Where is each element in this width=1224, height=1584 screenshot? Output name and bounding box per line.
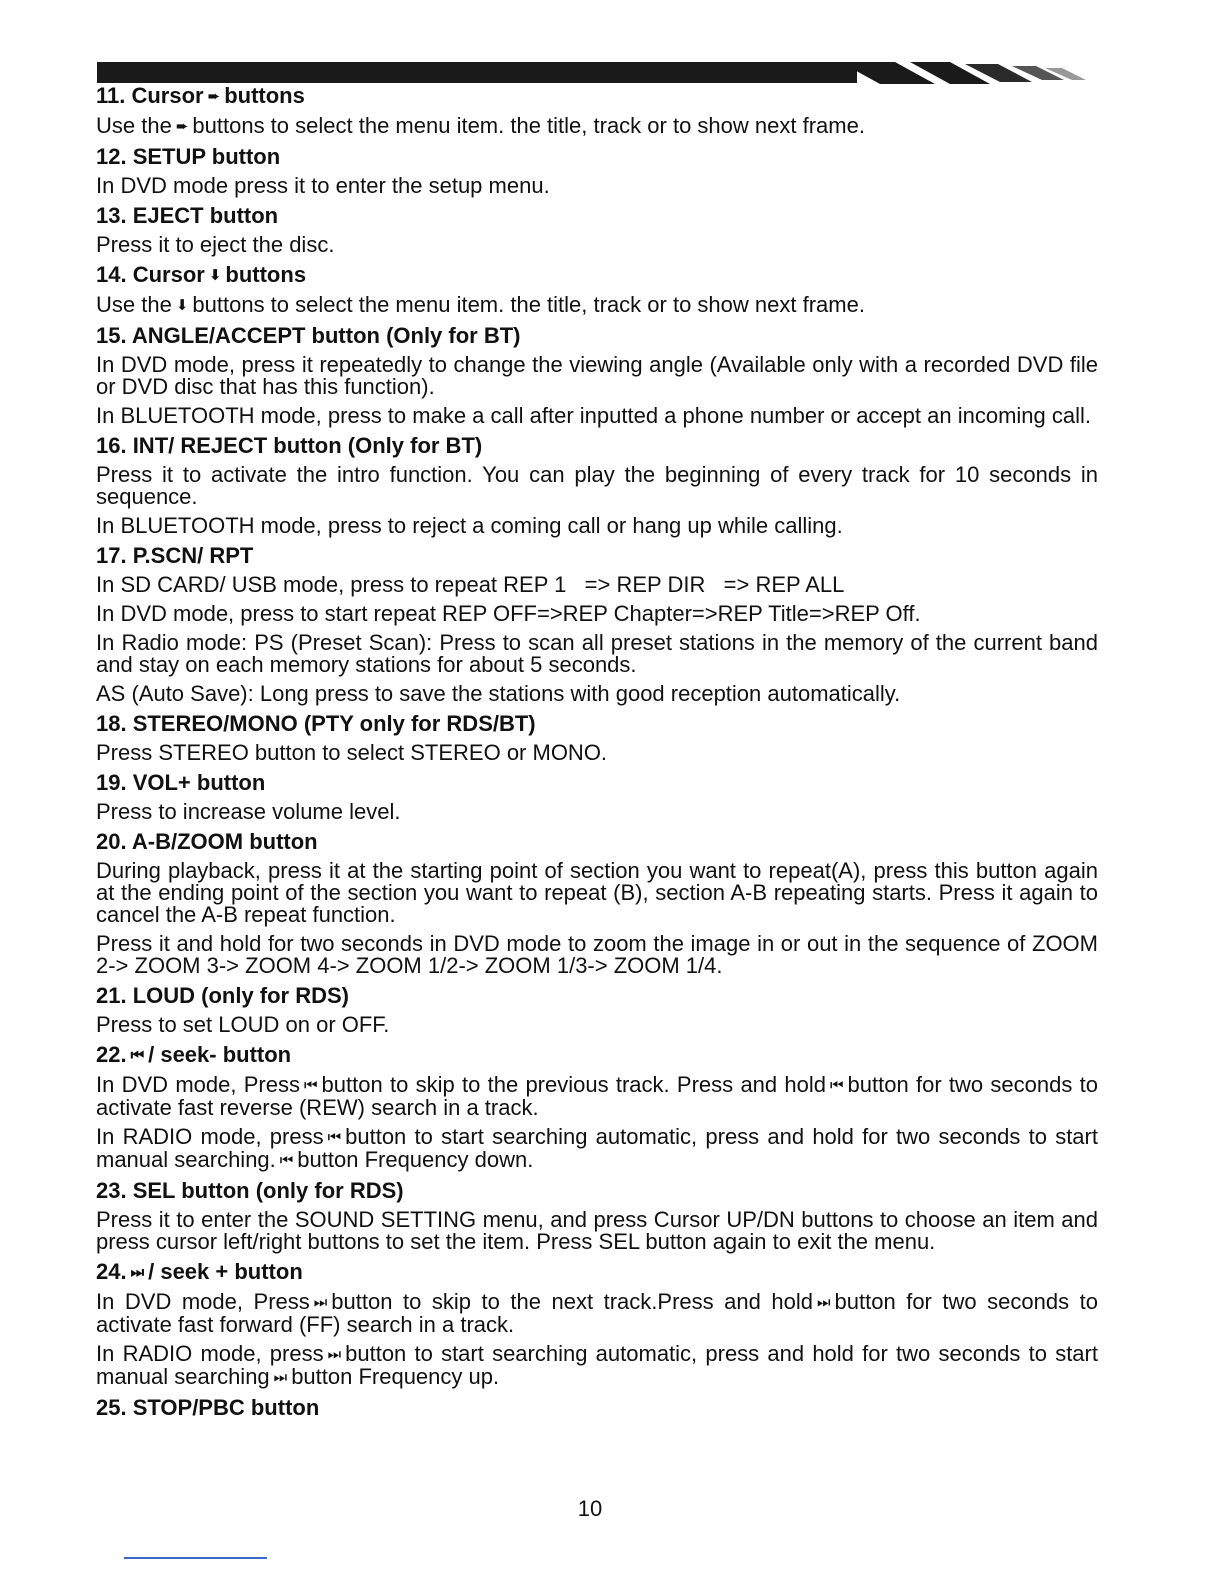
section-23-text: Press it to enter the SOUND SETTING menu, and press Cursor UP/DN buttons to choose an item and press cursor left/right buttons to set the item. Press SEL button again to exit the menu. xyxy=(96,1207,1098,1254)
down-arrow-icon: ⬇ xyxy=(175,297,189,314)
section-heading-12: 12. SETUP button xyxy=(96,144,281,169)
section-heading-11: 11. Cursor ➨ buttons xyxy=(96,83,305,108)
section-22-text-2: In RADIO mode, press ⏮ button to start searching automatic, press and hold for two seconds to start manual searching. ⏮ button Frequency down. xyxy=(96,1124,1098,1172)
section-heading-17: 17. P.SCN/ RPT xyxy=(96,543,254,568)
section-21-text: Press to set LOUD on or OFF. xyxy=(96,1012,390,1037)
section-heading-20: 20. A-B/ZOOM button xyxy=(96,829,318,854)
section-heading-23: 23. SEL button (only for RDS) xyxy=(96,1178,404,1203)
section-15-text-1: In DVD mode, press it repeatedly to change the viewing angle (Available only with a recorded DVD file or DVD disc that has this function). xyxy=(96,352,1098,399)
previous-track-icon: ⏮ xyxy=(279,1152,294,1169)
section-17-text-4: AS (Auto Save): Long press to save the stations with good reception automatically. xyxy=(96,681,901,706)
section-16-text-1: Press it to activate the intro function. You can play the beginning of every track for 10 seconds in sequence. xyxy=(96,462,1098,509)
section-15-text-2: In BLUETOOTH mode, press to make a call after inputted a phone number or accept an incoming call. xyxy=(96,403,1091,428)
section-24-text-1: In DVD mode, Press ⏭ button to skip to the next track.Press and hold ⏭ button for two seconds to activate fast forward (FF) search in a track. xyxy=(96,1289,1098,1337)
section-20-text-1: During playback, press it at the starting point of section you want to repeat(A), press this button again at the ending point of the section you want to repeat (B), section A-B repeating starts. Press it again to cancel the A-B repeat function. xyxy=(96,858,1098,927)
next-track-icon: ⏭ xyxy=(130,1264,145,1281)
previous-track-icon: ⏮ xyxy=(130,1047,145,1064)
previous-track-icon: ⏮ xyxy=(327,1129,342,1146)
next-track-icon: ⏭ xyxy=(817,1294,831,1311)
section-heading-25: 25. STOP/PBC button xyxy=(96,1395,320,1420)
section-13-text: Press it to eject the disc. xyxy=(96,232,335,257)
section-11-text: Use the ➨ buttons to select the menu item. the title, track or to show next frame. xyxy=(96,113,865,138)
section-17-text-1: In SD CARD/ USB mode, press to repeat REP 1 => REP DIR => REP ALL xyxy=(96,572,845,597)
right-arrow-icon: ➨ xyxy=(175,118,189,135)
section-heading-24: 24. ⏭ / seek + button xyxy=(96,1259,303,1284)
section-heading-21: 21. LOUD (only for RDS) xyxy=(96,983,350,1008)
down-arrow-icon: ⬇ xyxy=(208,267,222,284)
section-18-text: Press STEREO button to select STEREO or MONO. xyxy=(96,740,608,765)
section-17-text-2: In DVD mode, press to start repeat REP OFF=>REP Chapter=>REP Title=>REP Off. xyxy=(96,601,921,626)
section-heading-22: 22. ⏮ / seek- button xyxy=(96,1042,292,1067)
manual-content xyxy=(92,80,1098,1422)
section-heading-15: 15. ANGLE/ACCEPT button (Only for BT) xyxy=(96,323,521,348)
section-17-text-3: In Radio mode: PS (Preset Scan): Press to scan all preset stations in the memory of the current band and stay on each memory stations for about 5 seconds. xyxy=(96,630,1098,677)
next-track-icon: ⏭ xyxy=(273,1369,288,1386)
section-24-text-2: In RADIO mode, press ⏭ button to start searching automatic, press and hold for two seconds to start manual searching ⏭ button Frequency up. xyxy=(96,1341,1098,1389)
page-number: 10 xyxy=(577,1496,603,1521)
right-arrow-icon: ➨ xyxy=(207,88,221,105)
section-12-text: In DVD mode press it to enter the setup menu. xyxy=(96,173,550,198)
section-16-text-2: In BLUETOOTH mode, press to reject a coming call or hang up while calling. xyxy=(96,513,843,538)
section-22-text-1: In DVD mode, Press ⏮ button to skip to the previous track. Press and hold ⏮ button for two seconds to activate fast reverse (REW) search in a track. xyxy=(96,1072,1098,1120)
section-20-text-2: Press it and hold for two seconds in DVD mode to zoom the image in or out in the sequence of ZOOM 2-> ZOOM 3-> ZOOM 4-> ZOOM 1/2-> ZOOM 1/3-> ZOOM 1/4. xyxy=(96,931,1098,978)
section-heading-13: 13. EJECT button xyxy=(96,203,279,228)
section-19-text: Press to increase volume level. xyxy=(96,799,401,824)
previous-track-icon: ⏮ xyxy=(830,1077,844,1094)
section-heading-16: 16. INT/ REJECT button (Only for BT) xyxy=(96,433,483,458)
section-14-text: Use the ⬇ buttons to select the menu item. the title, track or to show next frame. xyxy=(96,292,865,317)
section-heading-18: 18. STEREO/MONO (PTY only for RDS/BT) xyxy=(96,711,536,736)
previous-track-icon: ⏮ xyxy=(304,1077,318,1094)
section-heading-19: 19. VOL+ button xyxy=(96,770,266,795)
section-heading-14: 14. Cursor ⬇ buttons xyxy=(96,262,307,287)
footer-rule xyxy=(124,1557,267,1559)
next-track-icon: ⏭ xyxy=(313,1294,328,1311)
next-track-icon: ⏭ xyxy=(327,1346,342,1363)
